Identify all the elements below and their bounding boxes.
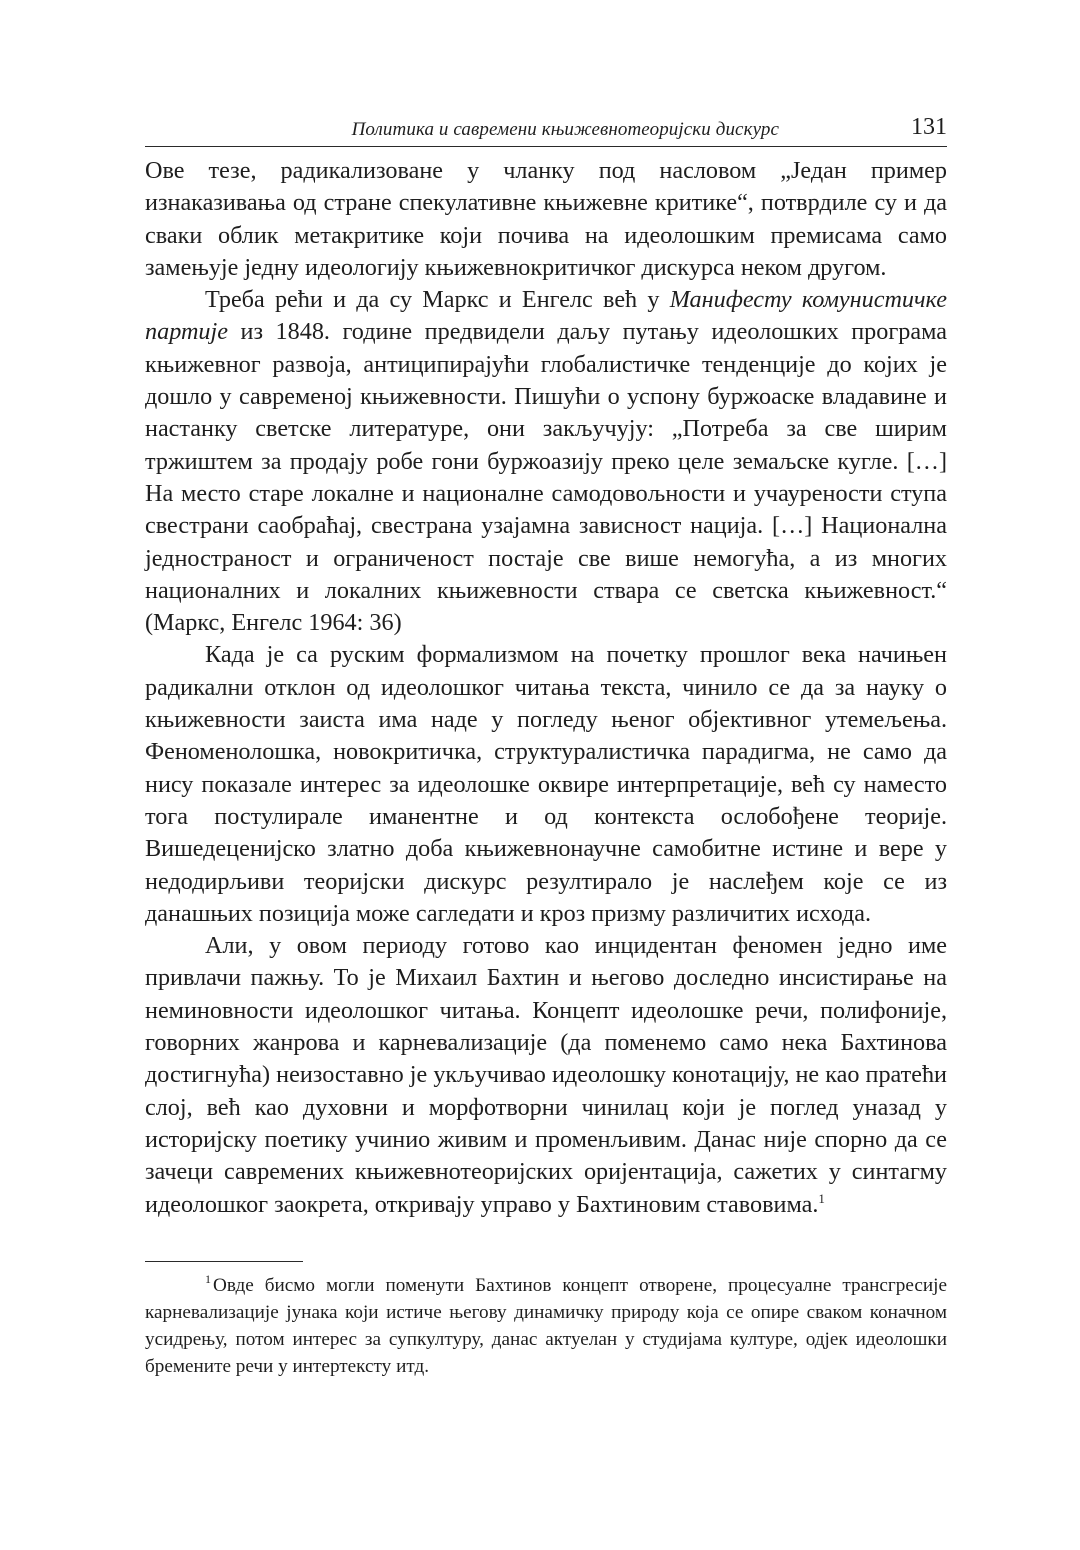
main-text [145, 155, 947, 1221]
paragraph-2-lead: Треба рећи и да су Маркс и Енгелс већ у [205, 286, 670, 314]
footnote-reference[interactable]: 1 [818, 1190, 825, 1206]
running-title: Политика и савремени књижевнотеоријски дискурс [351, 119, 779, 140]
paragraph-3 [145, 639, 947, 930]
paragraph-2 [145, 284, 947, 639]
book-title-italic: Манифесту комунистичке партије [145, 286, 947, 346]
footnote-marker: 1 [205, 1272, 211, 1287]
footnote-1 [145, 1272, 947, 1380]
book-page [145, 112, 947, 1380]
footnote-divider [145, 1261, 303, 1262]
paragraph-2-rest: из 1848. године предвидели даљу путању идеолошких програма књижевног развоја, антиципирајући глобалистичке тенденције до којих је дошло у савременој књижевности. Пишући о успону буржоаске владавине и настанку светске литературе, они закључују: „Потреба за све ширим тржиштем за продају робе гони буржоазију преко целе земаљске кугле. […] На место старе локалне и националне самодовољности и учаурености ступа свестрани саобраћај, свестрана узајамна зависност нација. […] Национална једностраност и ограниченост постаје све више немогућа, а из многих националних и локалних књижевности ствара се светска књижевност.“ (Маркс, Енгелс 1964: 36) [145, 318, 947, 637]
footnote-text: Овде бисмо могли поменути Бахтинов концепт отворене, процесуалне трансгресије карневализације јунака који истиче његову динамичку природу која се опире сваком коначном усидрењу, потом интерес за супкултуру, данас актуелан у студијама културе, одјек идеолошки бремените речи у интертексту итд. [145, 1274, 947, 1377]
paragraph-3-text: Када је са руским формализмом на почетку прошлог века начињен радикални отклон од идеолошког читања текста, чинило се да за науку о књижевности заиста има наде у погледу њеног објективног утемељења. Феноменолошка, новокритичка, структуралистичка парадигма, не само да нису показале интерес за идеолошке оквире интерпретације, већ су наместо тога постулирале иманентне и од контекста ослобођене теорије. Вишедеценијско златно доба књижевнонаучне самобитне истине и вере у недодирљиви теоријски дискурс резултирало је наслеђем које се из данашњих позиција може сагледати и кроз призму различитих исхода. [145, 641, 947, 927]
footnote-section [145, 1272, 947, 1380]
paragraph-1 [145, 155, 947, 284]
page-number: 131 [911, 114, 947, 140]
paragraph-1-text: Ове тезе, радикализоване у чланку под насловом „Један пример изнаказивања од стране спекулативне књижевне критике“, потврдиле су и да сваки облик метакритике који почива на идеолошким премисама само замењује једну идеологију књижевнокритичког дискурса неком другом. [145, 157, 947, 281]
paragraph-4 [145, 930, 947, 1221]
paragraph-4-text: Али, у овом периоду готово као инцидентан феномен једно име привлачи пажњу. То је Михаил Бахтин и његово доследно инсистирање на неминовности идеолошког читања. Концепт идеолошке речи, полифоније, говорних жанрова и карневализације (да поменемо само нека Бахтинова достигнућа) неизоставно је укључивао идеолошку конотацију, не као пратећи слој, већ као духовни и морфотворни чинилац који је поглед уназад у историјску поетику учинио живим и променљивим. Данас није спорно да се зачеци савремених књижевнотеоријских оријентација, сажетих у синтагму идеолошког заокрета, откривају управо у Бахтиновим ставовима. [145, 932, 947, 1218]
running-header [145, 112, 947, 147]
